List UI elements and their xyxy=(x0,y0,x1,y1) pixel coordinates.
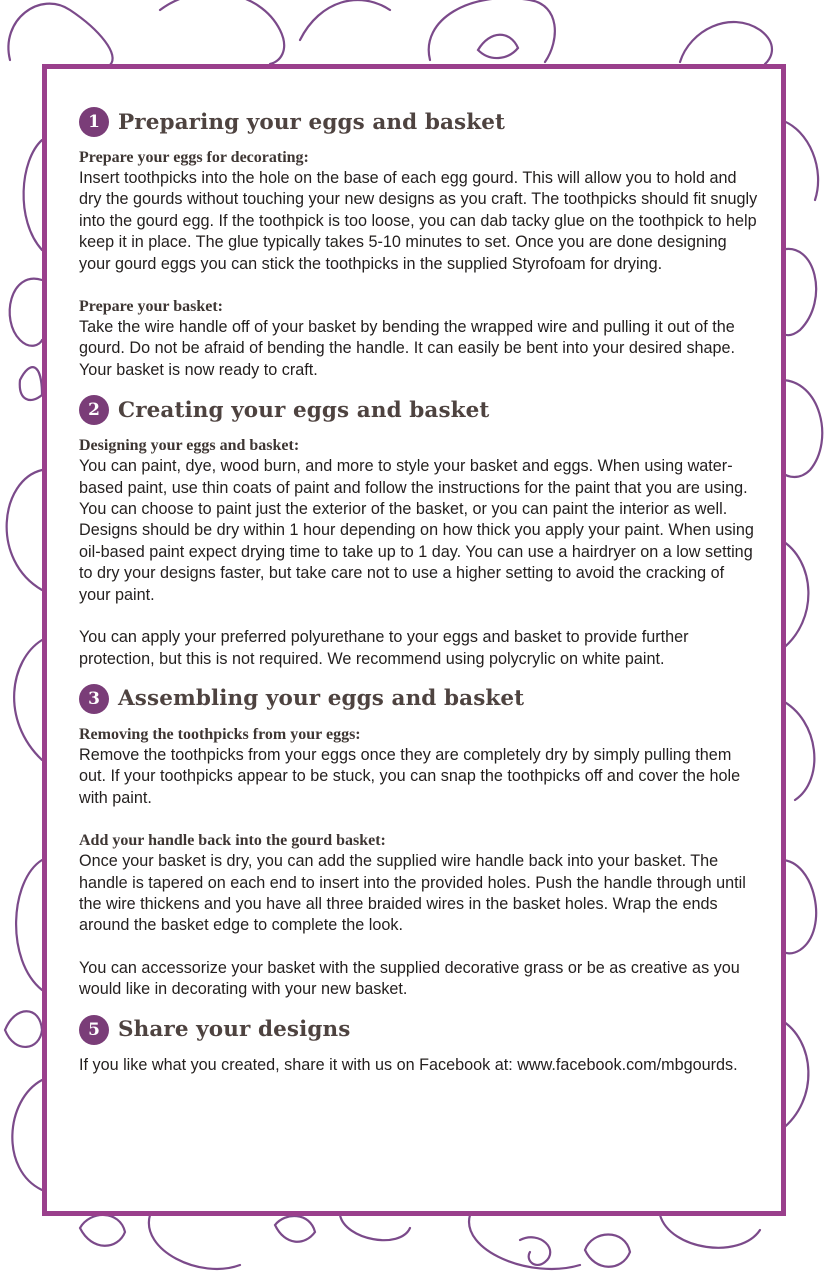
gourd-outline xyxy=(300,0,390,40)
leaf-outline xyxy=(585,1235,630,1267)
instructions-content xyxy=(79,107,759,1076)
subheading: Removing the toothpicks from your eggs: xyxy=(79,725,361,743)
leaf-outline xyxy=(275,1216,315,1242)
gourd-outline xyxy=(8,4,112,65)
leaf-outline xyxy=(5,1011,42,1047)
paragraph: Remove the toothpicks from your eggs once they are completely dry by simply pulling them out. If your toothpicks appear to be stuck, you can snap the toothpicks off and cover the hole with paint. xyxy=(79,745,741,807)
gourd-outline xyxy=(10,279,42,346)
section-header xyxy=(79,107,759,137)
gourd-outline xyxy=(781,380,822,477)
gourd-outline xyxy=(781,120,818,200)
subheading: Prepare your basket: xyxy=(79,298,223,316)
leaf-outline xyxy=(80,1215,125,1246)
gourd-outline xyxy=(781,700,814,800)
section-header xyxy=(79,395,759,425)
gourd-outline xyxy=(781,249,816,335)
section-title: Preparing your eggs and basket xyxy=(118,109,506,135)
gourd-outline xyxy=(7,470,42,590)
paragraph: Once your basket is dry, you can add the supplied wire handle back into your basket. The handle is tapered on each end to insert into the provided holes. Push the handle through until the wire thickens and you have all three braided wires in the basket holes. Wrap the ends around the basket edge to complete the look. xyxy=(79,852,746,935)
step-number-badge: 2 xyxy=(79,395,109,425)
leaf-outline xyxy=(478,35,518,58)
gourd-outline xyxy=(16,860,42,990)
section-title: Share your designs xyxy=(118,1017,351,1043)
gourd-outline xyxy=(160,0,284,64)
vine-outline xyxy=(520,1237,550,1265)
section-title: Assembling your eggs and basket xyxy=(118,686,525,712)
paragraph: You can paint, dye, wood burn, and more to style your basket and eggs. When using water-based paint, use thin coats of paint and follow the instructions for the paint that you are using. You can choose to paint just the exterior of the basket, or you can paint the interior as well. Designs should be dry within 1 hour depending on how thick you apply your paint. When using oil-based paint expect drying time to take up to 1 day. You can use a hairdryer on a low setting to dry your designs faster, but take care not to use a higher setting to avoid the cracking of your paint. xyxy=(79,457,754,604)
subheading: Add your handle back into the gourd basket: xyxy=(79,832,386,850)
gourd-outline xyxy=(340,1215,410,1240)
gourd-outline xyxy=(469,1215,580,1269)
paragraph: You can apply your preferred polyurethane to your eggs and basket to provide further protection, but this is not required. We recommend using polycrylic on white paint. xyxy=(79,628,689,668)
instruction-card xyxy=(42,64,786,1216)
section-preparing xyxy=(79,107,759,381)
step-number-badge: 3 xyxy=(79,684,109,714)
vine-outline xyxy=(680,22,772,64)
section-assembling xyxy=(79,684,759,1001)
subheading: Designing your eggs and basket: xyxy=(79,437,300,455)
paragraph: Insert toothpicks into the hole on the base of each egg gourd. This will allow you to hold and dry the gourds without touching your new designs as you craft. The toothpicks should fit snugly into the gourd egg. If the toothpick is too loose, you can dab tacky glue on the toothpick to help keep it in place. The glue typically takes 5-10 minutes to set. Once you are done designing your gourd eggs you can stick the toothpicks in the supplied Styrofoam for drying. xyxy=(79,169,758,273)
section-creating xyxy=(79,395,759,670)
section-header xyxy=(79,684,759,714)
gourd-outline xyxy=(14,640,42,760)
section-title: Creating your eggs and basket xyxy=(118,397,490,423)
leaf-outline xyxy=(20,367,42,400)
section-header xyxy=(79,1015,759,1045)
gourd-outline xyxy=(660,1215,760,1248)
paragraph: You can accessorize your basket with the supplied decorative grass or be as creative as you would like in decorating with your new basket. xyxy=(79,958,740,999)
paragraph: If you like what you created, share it with us on Facebook at: www.facebook.com/mbgourds. xyxy=(79,1055,738,1074)
step-number-badge: 1 xyxy=(79,107,109,137)
step-number-badge: 5 xyxy=(79,1015,109,1045)
section-share xyxy=(79,1015,759,1076)
gourd-outline xyxy=(429,0,555,62)
gourd-outline xyxy=(24,140,42,250)
gourd-outline xyxy=(781,860,816,953)
gourd-outline xyxy=(12,1080,42,1190)
gourd-outline xyxy=(149,1215,240,1269)
subheading: Prepare your eggs for decorating: xyxy=(79,149,309,166)
paragraph: Take the wire handle off of your basket by bending the wrapped wire and pulling it out of the gourd. Do not be afraid of bending the handle. It can easily be bent into your desired shape. Your basket is now ready to craft. xyxy=(79,318,736,379)
